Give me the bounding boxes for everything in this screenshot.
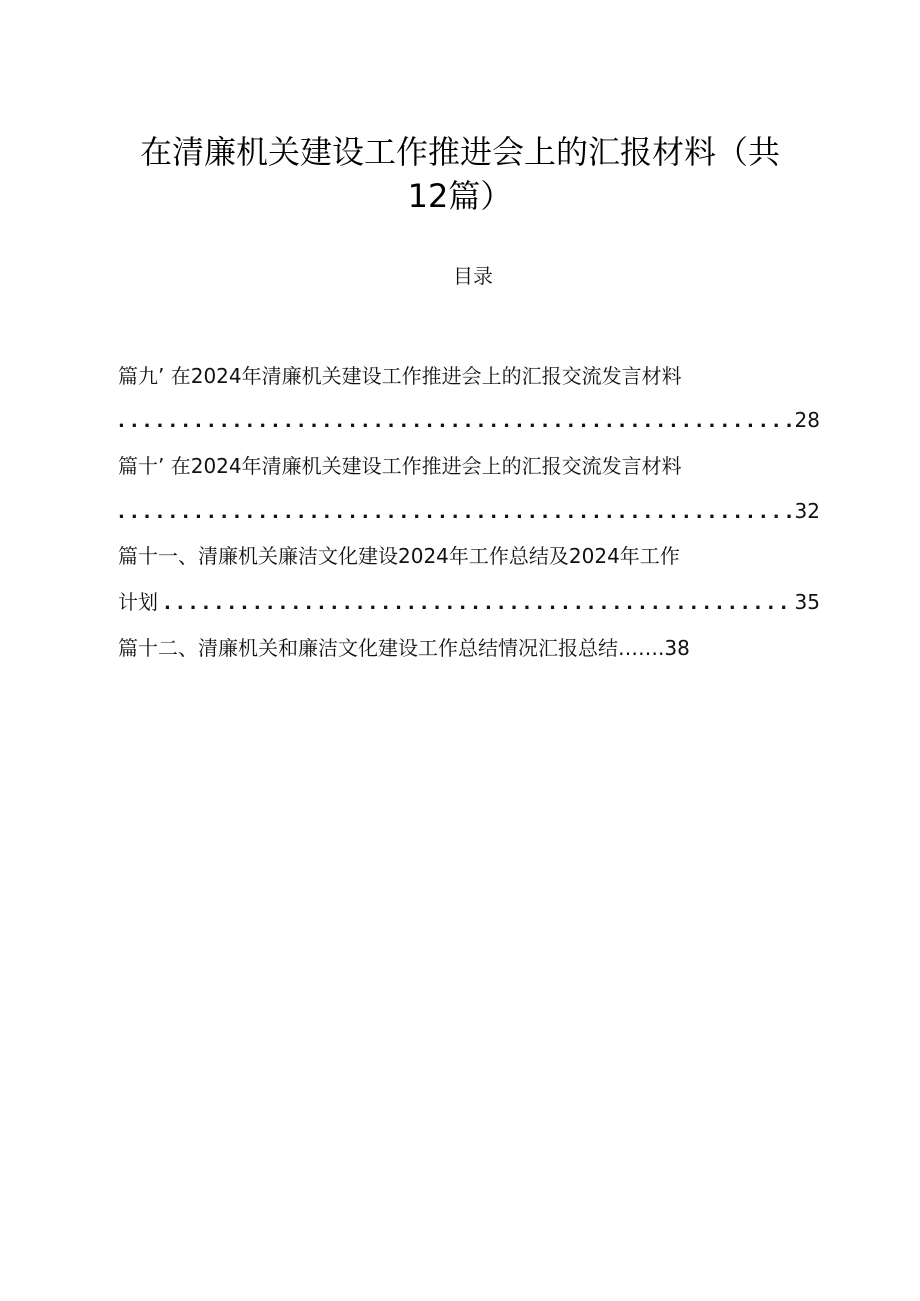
toc-dot-leader (118, 408, 791, 436)
document-title-line-2: 12篇） (407, 177, 513, 215)
toc-page-number: 32 (794, 499, 820, 523)
document-title-line-1: 在清廉机关建设工作推进会上的汇报材料（共 (139, 133, 780, 171)
toc-page-number: 35 (794, 590, 820, 614)
toc-entry-leader[interactable] (118, 406, 820, 436)
toc-entry-text: 篇十’ 在2024年清廉机关建设工作推进会上的汇报交流发言材料 (118, 454, 682, 478)
toc-entry-title[interactable] (118, 542, 820, 570)
toc-entry-leader[interactable] (118, 497, 820, 527)
toc-heading: 目录 (453, 264, 493, 288)
toc-entry-leader[interactable] (118, 588, 820, 618)
toc-entry-title[interactable] (118, 362, 820, 390)
toc-page-number: 28 (794, 408, 820, 432)
toc-entry-text: 篇十一、清廉机关廉洁文化建设2024年工作总结及2024年工作 (118, 544, 680, 568)
toc-entry-title[interactable] (118, 634, 820, 662)
toc-entry-text: 篇九’ 在2024年清廉机关建设工作推进会上的汇报交流发言材料 (118, 364, 682, 388)
toc-dot-leader (164, 590, 791, 618)
toc-entry-text-continued: 计划 (118, 590, 158, 614)
toc-entry-text: 篇十二、清廉机关和廉洁文化建设工作总结情况汇报总结…….38 (118, 636, 690, 660)
toc-entry-title[interactable] (118, 452, 820, 480)
toc-dot-leader (118, 499, 791, 527)
